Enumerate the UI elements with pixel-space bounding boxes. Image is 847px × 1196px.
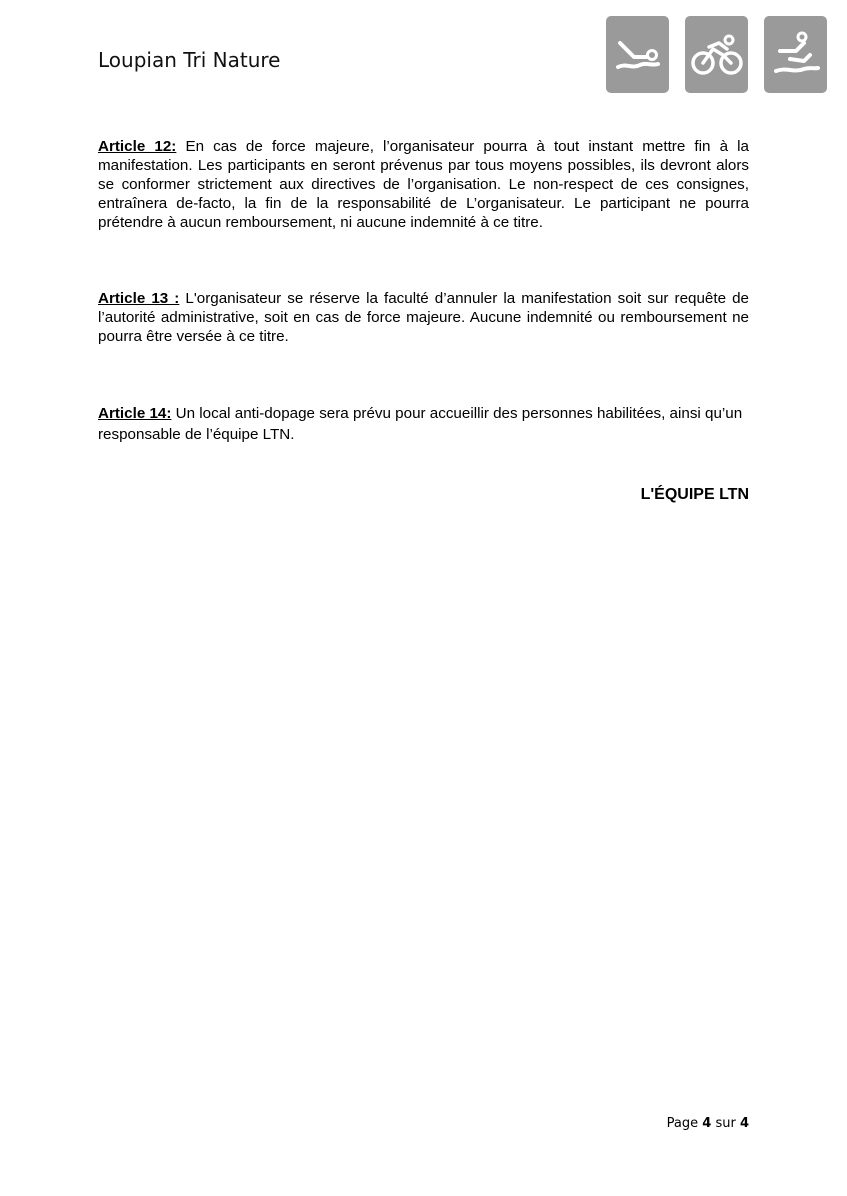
page-number [667, 1116, 749, 1131]
article-14 [98, 403, 749, 445]
of-word: sur [715, 1116, 736, 1131]
article-14-label: Article 14: [98, 405, 172, 422]
page-word: Page [666, 1116, 699, 1131]
article-13 [98, 289, 749, 346]
bike-logo [685, 16, 748, 93]
page-current: 4 [702, 1116, 712, 1131]
article-12-label: Article 12: [98, 138, 177, 155]
article-12-text: En cas de force majeure, l’organisateur pourra à tout instant mettre fin à la manifestation. Les participants en seront prévenus par tous moyens possibles, ils devront alors se conformer strictement aux directives de l’organisation. Le non-respect de ces consignes, entraînera de-facto, la fin de la responsabilité de L’organisateur. Le participant ne pourra prétendre à aucun remboursement, ni aucune indemnité à ce titre. [98, 138, 749, 231]
sport-logos [606, 16, 827, 93]
signature: L'ÉQUIPE LTN [640, 486, 749, 503]
article-13-label: Article 13 : [98, 290, 180, 307]
bike-icon [689, 31, 745, 79]
swim-icon [612, 33, 664, 77]
swim-logo [606, 16, 669, 93]
page-total: 4 [739, 1116, 749, 1131]
run-icon [770, 31, 822, 79]
article-14-text: Un local anti-dopage sera prévu pour accueillir des personnes habilitées, ainsi qu’un responsable de l’équipe LTN. [98, 405, 743, 443]
article-13-text: L'organisateur se réserve la faculté d’annuler la manifestation soit sur requête de l’autorité administrative, soit en cas de force majeure. Aucune indemnité ou remboursement ne pourra être versée à ce titre. [98, 290, 749, 345]
article-12 [98, 137, 749, 232]
document-title: Loupian Tri Nature [98, 48, 281, 72]
run-logo [764, 16, 827, 93]
